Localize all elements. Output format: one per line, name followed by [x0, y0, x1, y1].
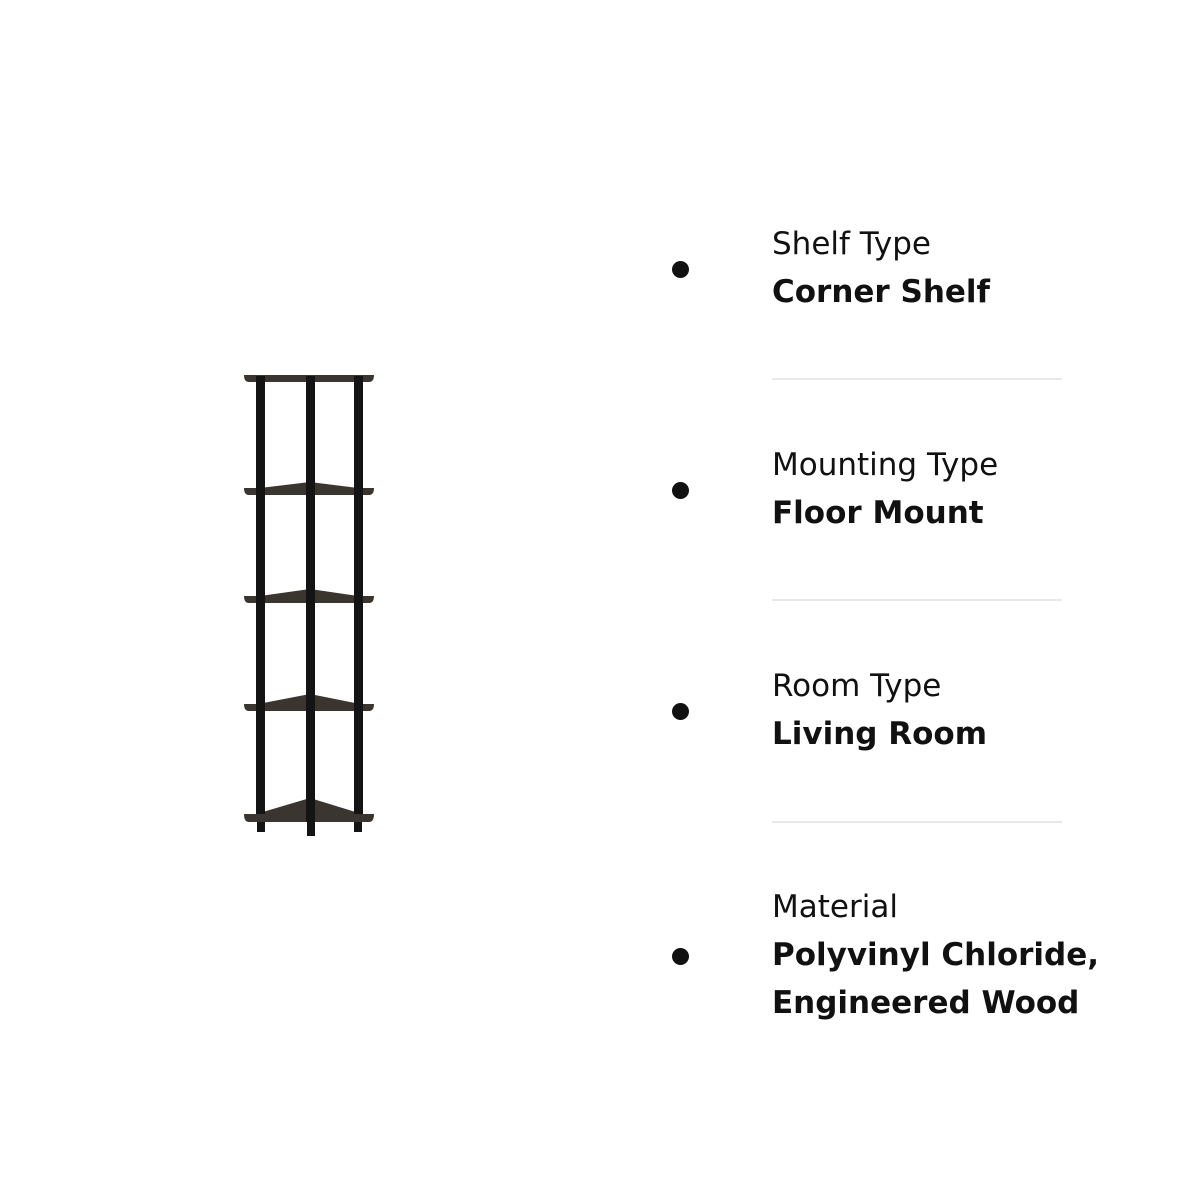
bullet-dot-icon	[672, 703, 689, 720]
bullet-dot-icon	[672, 948, 689, 965]
spec-value: Floor Mount	[772, 495, 984, 531]
spec-value: Corner Shelf	[772, 274, 991, 310]
divider	[772, 599, 1062, 601]
spec-value: Living Room	[772, 716, 988, 752]
bullet-dot-icon	[672, 261, 689, 278]
bullet-dot-icon	[672, 482, 689, 499]
spec-label: Mounting Type	[772, 447, 999, 483]
divider	[772, 821, 1062, 823]
spec-label: Shelf Type	[772, 226, 931, 262]
shelf-poles-icon	[256, 376, 363, 836]
corner-shelf-product-icon	[230, 360, 390, 850]
spec-value-line-2: Engineered Wood	[772, 985, 1080, 1021]
spec-label: Room Type	[772, 668, 942, 704]
spec-value-line-1: Polyvinyl Chloride,	[772, 937, 1100, 973]
divider	[772, 378, 1062, 380]
spec-label: Material	[772, 889, 898, 925]
